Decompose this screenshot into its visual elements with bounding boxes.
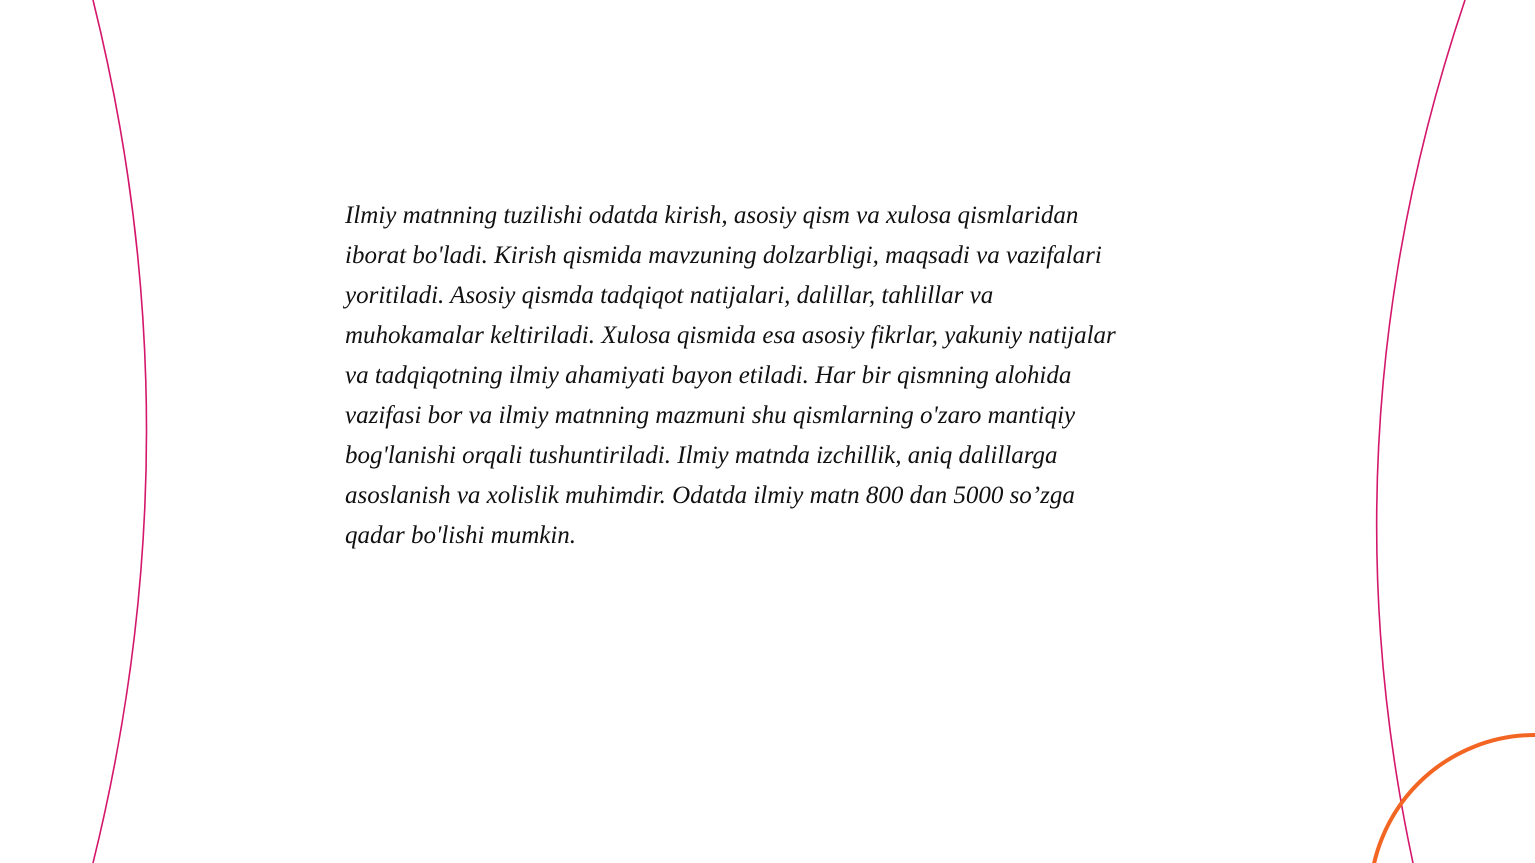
paragraph-line: muhokamalar keltiriladi. Xulosa qismida esa asosiy fikrlar, yakuniy natijalar [345,322,1116,349]
accent-circle [1370,735,1535,863]
paragraph-line: bog'lanishi orqali tushuntiriladi. Ilmiy matnda izchillik, aniq dalillarga [345,442,1058,469]
left-curve-line [93,0,147,863]
paragraph-line: va tadqiqotning ilmiy ahamiyati bayon etiladi. Har bir qismning alohida [345,362,1072,389]
body-paragraph [345,196,1195,556]
paragraph-line: yoritiladi. Asosiy qismda tadqiqot natijalari, dalillar, tahlillar va [345,282,994,309]
paragraph-line: qadar bo'lishi mumkin. [345,522,577,549]
right-curve-line [1377,0,1465,863]
paragraph-line: Ilmiy matnning tuzilishi odatda kirish, asosiy qism va xulosa qismlaridan [345,202,1079,229]
paragraph-line: asoslanish va xolislik muhimdir. Odatda ilmiy matn 800 dan 5000 so’zga [345,482,1075,509]
paragraph-line: iborat bo'ladi. Kirish qismida mavzuning dolzarbligi, maqsadi va vazifalari [345,242,1102,269]
paragraph-line: vazifasi bor va ilmiy matnning mazmuni shu qismlarning o'zaro mantiqiy [345,402,1076,429]
